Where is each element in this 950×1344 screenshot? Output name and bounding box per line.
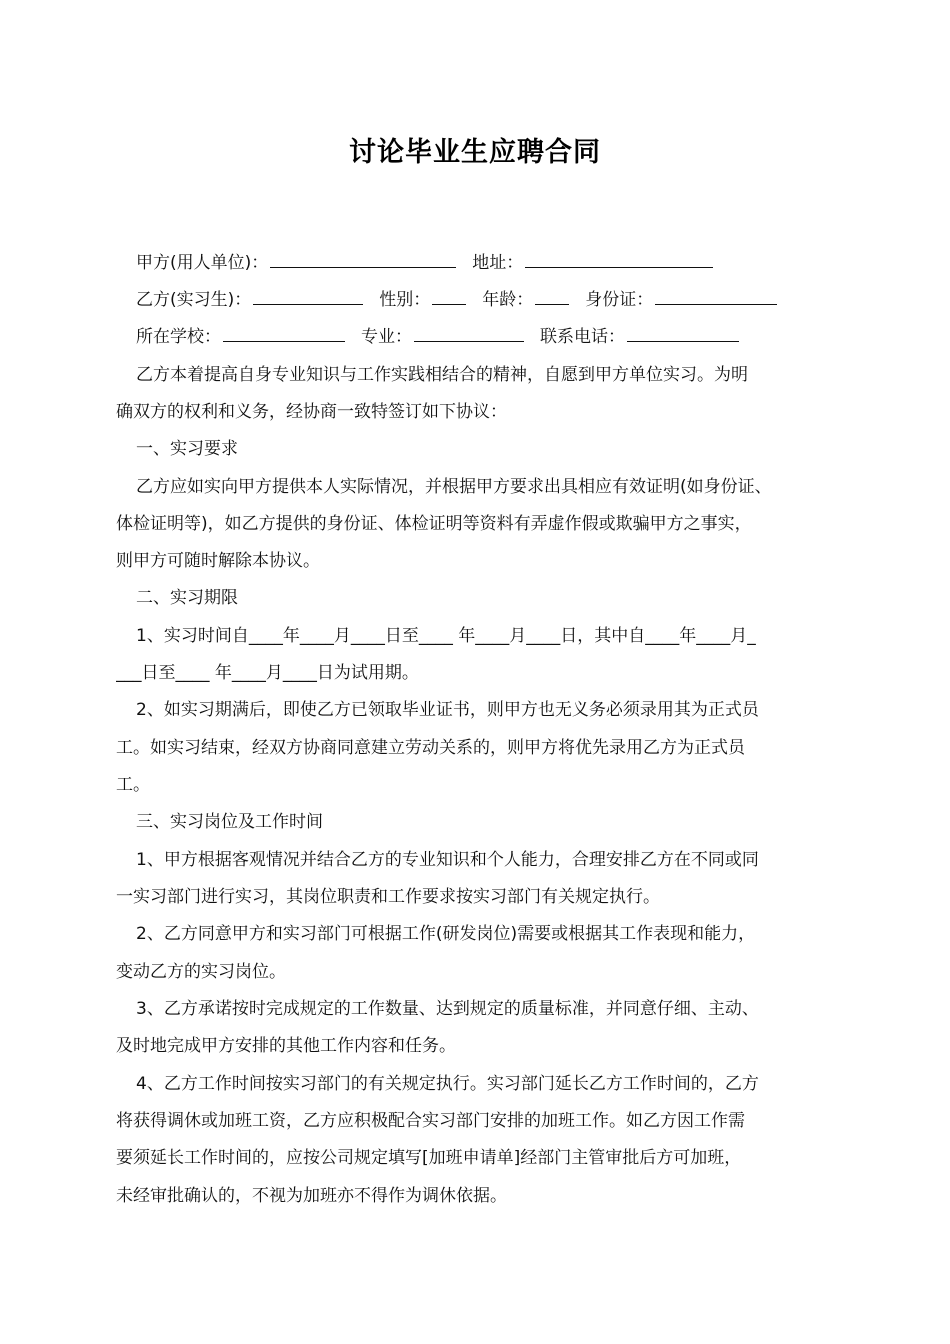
section-heading: 一、实习要求 bbox=[136, 439, 238, 459]
party-b-row bbox=[116, 282, 860, 319]
major-label: 专业： bbox=[361, 327, 412, 347]
address-blank[interactable] bbox=[525, 249, 713, 268]
major-blank[interactable] bbox=[414, 323, 524, 342]
paragraph-line: 1、实习时间自____年____月____日至____ 年____月____日，其中自____年____月_ bbox=[136, 626, 756, 646]
age-label: 年龄： bbox=[482, 290, 534, 310]
page-title: 讨论毕业生应聘合同 bbox=[349, 137, 601, 168]
age-blank[interactable] bbox=[535, 286, 569, 305]
paragraph-line: 变动乙方的实习岗位。 bbox=[116, 962, 286, 982]
party-b-label: 乙方(实习生)： bbox=[136, 290, 252, 310]
paragraph-line: 未经审批确认的，不视为加班亦不得作为调休依据。 bbox=[116, 1186, 507, 1206]
id-card-label: 身份证： bbox=[585, 290, 654, 310]
paragraph-line: 体检证明等)，如乙方提供的身份证、体检证明等资料有弄虚作假或欺骗甲方之事实， bbox=[116, 514, 752, 534]
paragraph-line: ___日至____ 年____月____日为试用期。 bbox=[116, 663, 419, 683]
paragraph-line: 要须延长工作时间的，应按公司规定填写[加班申请单]经部门主管审批后方可加班， bbox=[116, 1148, 742, 1168]
paragraph-line: 一实习部门进行实习，其岗位职责和工作要求按实习部门有关规定执行。 bbox=[116, 887, 660, 907]
paragraph-line: 4、乙方工作时间按实习部门的有关规定执行。实习部门延长乙方工作时间的，乙方 bbox=[136, 1074, 759, 1094]
party-b-blank[interactable] bbox=[253, 286, 363, 305]
party-a-row bbox=[116, 245, 860, 282]
paragraph-line: 2、乙方同意甲方和实习部门可根据工作(研发岗位)需要或根据其工作表现和能力， bbox=[136, 924, 756, 944]
paragraph-line: 2、如实习期满后，即使乙方已领取毕业证书，则甲方也无义务必须录用其为正式员 bbox=[136, 700, 759, 720]
id-card-blank[interactable] bbox=[655, 286, 777, 305]
phone-blank[interactable] bbox=[627, 323, 739, 342]
gender-label: 性别： bbox=[379, 290, 431, 310]
paragraph-line: 则甲方可随时解除本协议。 bbox=[116, 551, 320, 571]
section-heading: 二、实习期限 bbox=[136, 588, 238, 608]
school-row bbox=[116, 319, 860, 356]
paragraph-line: 将获得调休或加班工资，乙方应积极配合实习部门安排的加班工作。如乙方因工作需 bbox=[116, 1111, 745, 1131]
phone-label: 联系电话： bbox=[540, 327, 625, 347]
gender-blank[interactable] bbox=[432, 286, 466, 305]
party-a-blank[interactable] bbox=[270, 249, 456, 268]
paragraph-line: 乙方应如实向甲方提供本人实际情况，并根据甲方要求出具相应有效证明(如身份证、 bbox=[136, 477, 772, 497]
school-label: 所在学校： bbox=[136, 327, 221, 347]
paragraph-line: 工。 bbox=[116, 775, 150, 795]
section-heading: 三、实习岗位及工作时间 bbox=[136, 812, 323, 832]
paragraph-line: 3、乙方承诺按时完成规定的工作数量、达到规定的质量标准，并同意仔细、主动、 bbox=[136, 999, 759, 1019]
intro-line: 确双方的权利和义务，经协商一致特签订如下协议： bbox=[116, 402, 507, 422]
address-label: 地址： bbox=[472, 253, 524, 273]
paragraph-line: 1、甲方根据客观情况并结合乙方的专业知识和个人能力，合理安排乙方在不同或同 bbox=[136, 850, 759, 870]
paragraph-line: 及时地完成甲方安排的其他工作内容和任务。 bbox=[116, 1036, 456, 1056]
intro-line: 乙方本着提高自身专业知识与工作实践相结合的精神，自愿到甲方单位实习。为明 bbox=[136, 365, 748, 385]
party-a-label: 甲方(用人单位)： bbox=[136, 253, 269, 273]
paragraph-line: 工。如实习结束，经双方协商同意建立劳动关系的，则甲方将优先录用乙方为正式员 bbox=[116, 738, 745, 758]
school-blank[interactable] bbox=[223, 323, 345, 342]
